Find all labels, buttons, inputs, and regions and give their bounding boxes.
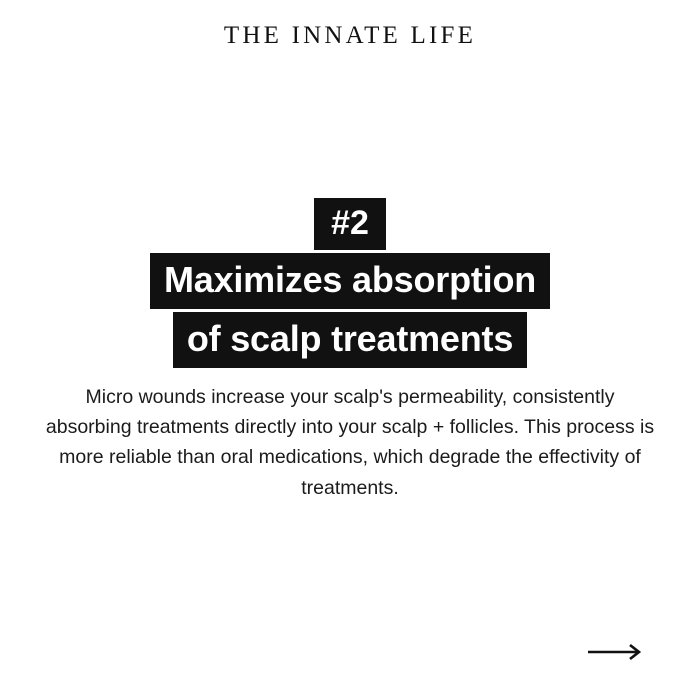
headline-block <box>0 198 700 368</box>
headline-line-1: Maximizes absorption <box>150 253 550 309</box>
arrow-right-icon[interactable] <box>586 642 648 662</box>
body-paragraph: Micro wounds increase your scalp's permeability, consistently absorbing treatments directly into your scalp + follicles. This process is more reliable than oral medications, which degrade the effectivity of treatments. <box>45 386 655 499</box>
next-slide-control[interactable] <box>0 642 700 700</box>
headline-number: #2 <box>314 198 386 250</box>
brand-title: THE INNATE LIFE <box>223 22 477 49</box>
headline-line-2: of scalp treatments <box>173 312 527 368</box>
